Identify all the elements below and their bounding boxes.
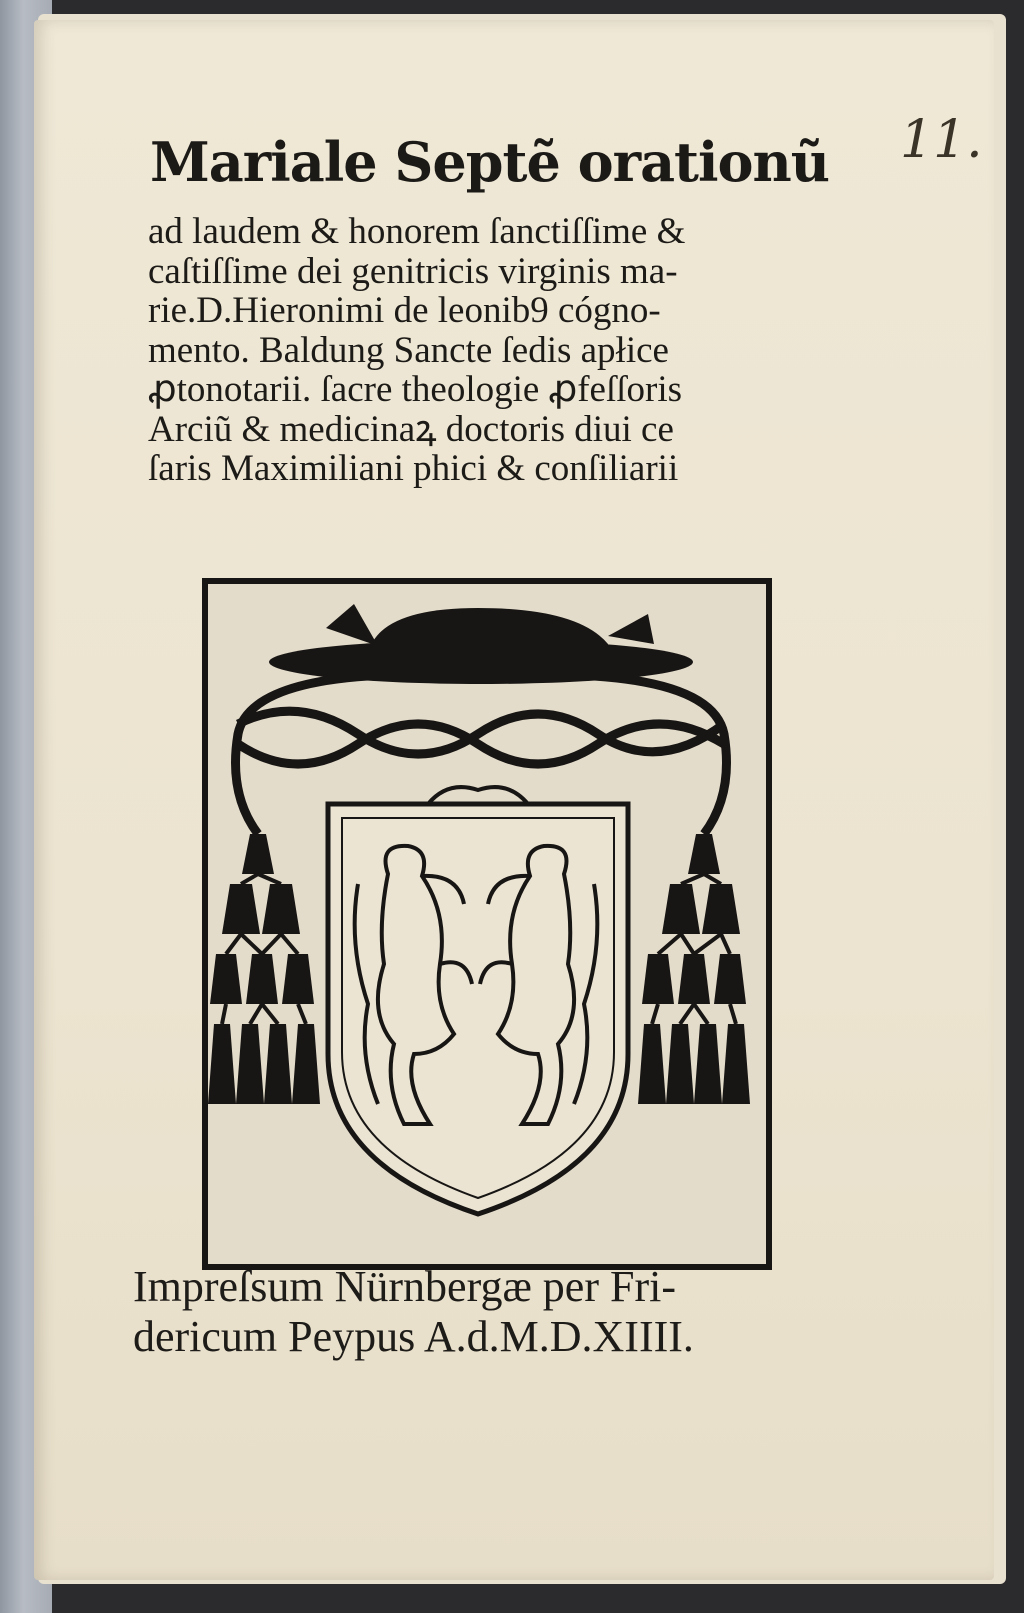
woodcut-coat-of-arms [202, 578, 772, 1270]
colophon [133, 1262, 893, 1362]
folio-number: 11. [900, 110, 983, 170]
text-line: ꝓtonotarii. ſacre theologie ꝓfeſſoris [148, 369, 683, 410]
page-title: Mariale Septẽ orationũ [150, 130, 830, 194]
colophon-line: dericum Peypus A.d.M.D.XIIII. [133, 1312, 694, 1361]
text-line: caſtiſſime dei genitricis virginis ma- [148, 250, 678, 292]
text-line: ſaris Maximiliani phici & conſiliarii [148, 448, 679, 489]
text-line: Arciũ & medicinaꝝ doctoris diui ce [148, 408, 674, 450]
text-line: mento. Baldung Sancte ſedis apłice [148, 329, 669, 371]
text-line: rie.D.Hieronimi de leonib9 cógno- [148, 290, 661, 331]
text-line: ad laudem & honorem ſanctiſſime & [148, 211, 686, 252]
title-body-text [148, 212, 848, 489]
colophon-line: Impreſsum Nürnbergæ per Fri- [133, 1262, 676, 1311]
coat-of-arms-icon [208, 584, 754, 1252]
